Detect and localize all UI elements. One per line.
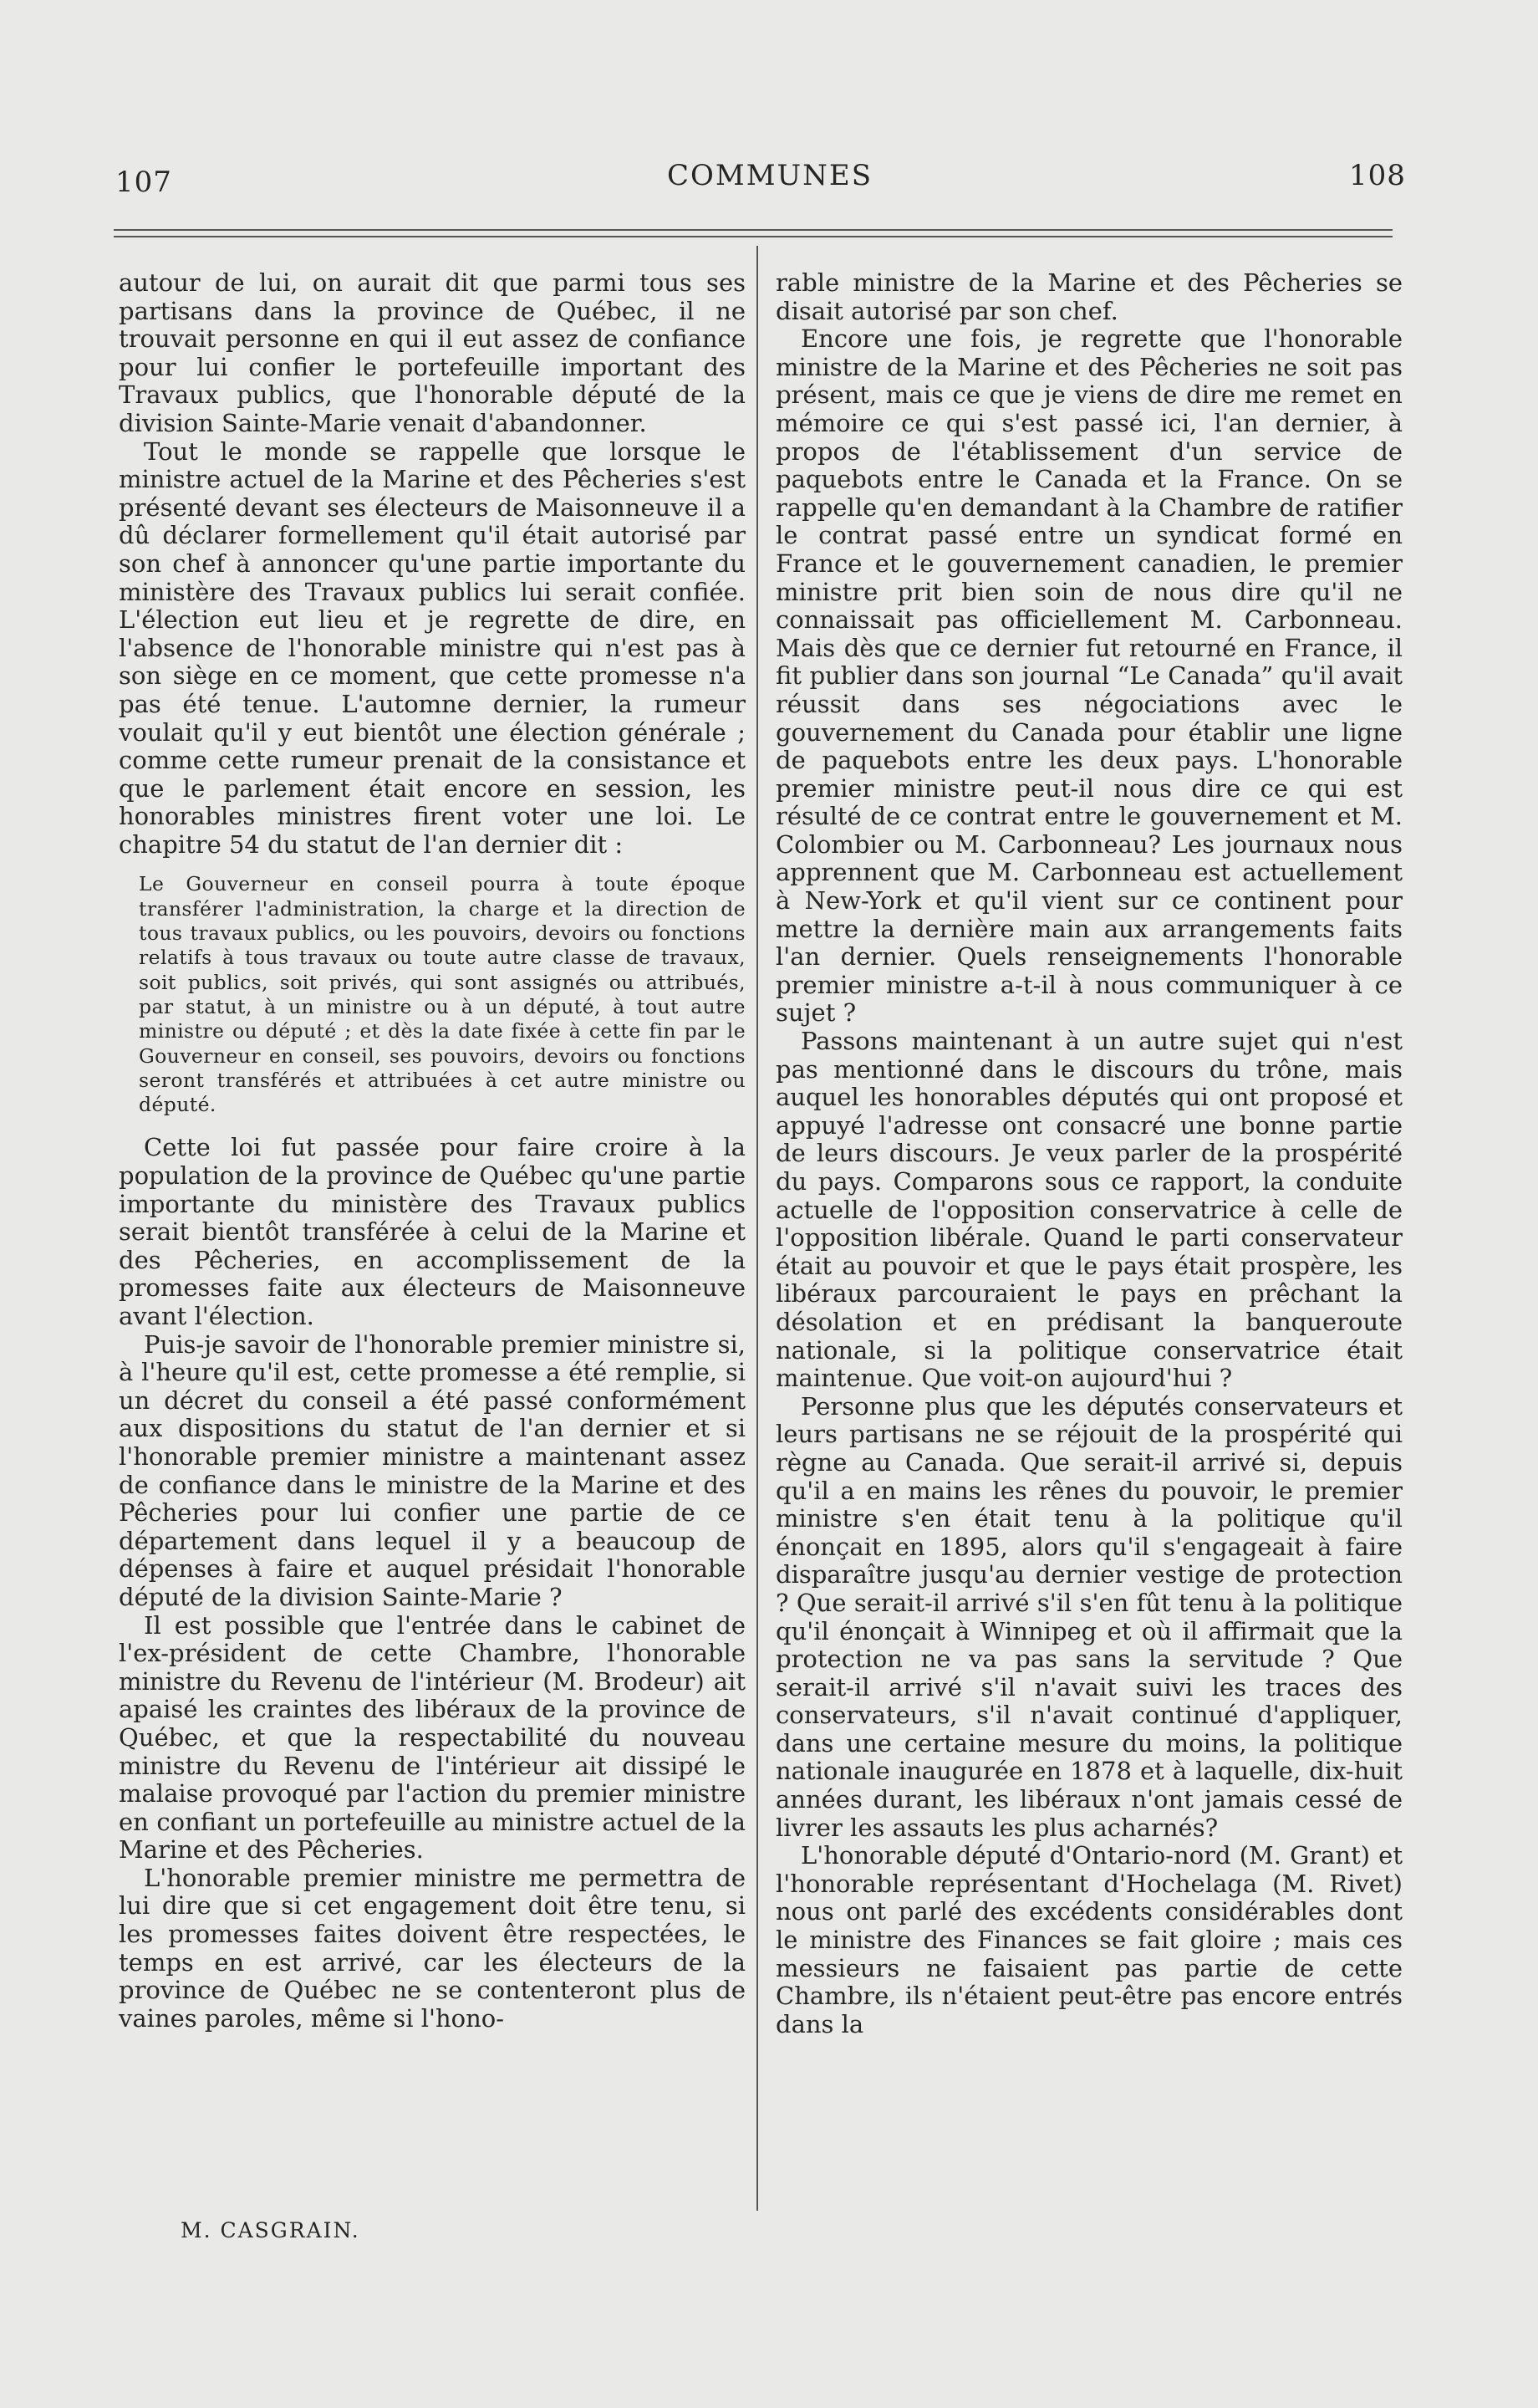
paragraph: autour de lui, on aurait dit que parmi tous ses partisans dans la province de Québec, il ne trouvait personne en qui il eut assez de confiance pour lui confier le portefeuille important des Travaux publics, que l'honorable député de la division Sainte-Marie venait d'abandonner. — [119, 268, 746, 437]
speaker-name: M. CASGRAIN. — [181, 2218, 360, 2242]
paragraph: Personne plus que les députés conservateurs et leurs partisans ne se réjouit de la prospérité qui règne au Canada. Que serait-il arrivé si, depuis qu'il a en mains les rênes du pouvoir, le premier ministre s'en était tenu à la politique qu'il énonçait en 1895, alors qu'il s'engageait à faire disparaître jusqu'au dernier vestige de protection ? Que serait-il arrivé s'il s'en fût tenu à la politique qu'il énonçait à Winnipeg et où il affirmait que la protection ne va pas sans la servitude ? Que serait-il arrivé s'il n'avait suivi les traces des conservateurs, s'il n'avait continué d'appliquer, dans une certaine mesure du moins, la politique nationale inaugurée en 1878 et à laquelle, dix-huit années durant, les libéraux n'ont jamais cessé de livrer les assauts les plus acharnés? — [776, 1391, 1403, 1842]
statute-quote: Le Gouverneur en conseil pourra à toute époque transférer l'administration, la charge et la direction de tous travaux publics, ou les pouvoirs, devoirs ou fonctions relatifs à tous travaux ou toute autre classe de travaux, soit publics, soit privés, qui sont assignés ou attribués, par statut, à un ministre ou à un député, à tout autre ministre ou député ; et dès la date fixée à cette fin par le Gouverneur en conseil, ses pouvoirs, devoirs ou fonctions seront transférés et attribuées à cet autre ministre ou député. — [139, 872, 746, 1117]
header-rule-bottom — [114, 236, 1393, 237]
paragraph: Passons maintenant à un autre sujet qui n'est pas mentionné dans le discours du trône, mais auquel les honorables députés qui ont proposé et appuyé l'adresse ont consacré une bonne partie de leurs discours. Je veux parler de la prospérité du pays. Comparons sous ce rapport, la conduite actuelle de l'opposition conservatrice à celle de l'opposition libérale. Quand le parti conservateur était au pouvoir et que le pays était prospère, les libéraux parcouraient le pays en prêchant la désolation et en prédisant la banqueroute nationale, si la politique conservatrice était maintenue. Que voit-on aujourd'hui ? — [776, 1027, 1403, 1393]
paragraph: rable ministre de la Marine et des Pêcheries se disait autorisé par son chef. — [776, 268, 1403, 325]
paragraph: Puis-je savoir de l'honorable premier ministre si, à l'heure qu'il est, cette promesse a été remplie, si un décret du conseil a été passé conformément aux dispositions du statut de l'an dernier et si l'honorable premier ministre a maintenant assez de confiance dans le ministre de la Marine et des Pêcheries pour lui confier une partie de ce département dans lequel il y a beaucoup de dépenses à faire et auquel présidait l'honorable député de la division Sainte-Marie ? — [119, 1329, 746, 1611]
column-divider — [756, 246, 758, 2211]
paragraph: Cette loi fut passée pour faire croire à la population de la province de Québec qu'une partie importante du ministère des Travaux publics serait bientôt transférée à celui de la Marine et des Pêcheries, en accomplissement de la promesses faite aux électeurs de Maisonneuve avant l'élection. — [119, 1133, 746, 1330]
header-rule-top — [114, 229, 1393, 231]
paragraph: Il est possible que l'entrée dans le cabinet de l'ex-président de cette Chambre, l'honorable ministre du Revenu de l'intérieur (M. Brodeur) ait apaisé les craintes des libéraux de la province de Québec, et que la respectabilité du nouveau ministre du Revenu de l'intérieur ait dissipé le malaise provoqué par l'action du premier ministre en confiant un portefeuille au ministre actuel de la Marine et des Pêcheries. — [119, 1610, 746, 1865]
page-number-left: 107 — [115, 166, 172, 199]
paragraph: L'honorable premier ministre me permettra de lui dire que si cet engagement doit être tenu, si les promesses faites doivent être respectées, le temps en est arrivé, car les électeurs de la province de Québec ne se contenteront plus de vaines paroles, même si l'hono- — [119, 1863, 746, 2033]
page-number-right: 108 — [1349, 159, 1406, 192]
running-title: COMMUNES — [667, 159, 873, 192]
left-column — [119, 269, 746, 2033]
paragraph: L'honorable député d'Ontario-nord (M. Grant) et l'honorable représentant d'Hochelaga (M. Rivet) nous ont parlé des excédents considérables dont le ministre des Finances se fait gloire ; mais ces messieurs ne faisaient pas partie de cette Chambre, ils n'étaient peut-être pas encore entrés dans la — [776, 1841, 1403, 2038]
paragraph: Tout le monde se rappelle que lorsque le ministre actuel de la Marine et des Pêcheries s'est présenté devant ses électeurs de Maisonneuve il a dû déclarer formellement qu'il était autorisé par son chef à annoncer qu'une partie importante du ministère des Travaux publics lui serait confiée. L'élection eut lieu et je regrette de dire, en l'absence de l'honorable ministre qui n'est pas à son siège en ce moment, que cette promesse n'a pas été tenue. L'automne dernier, la rumeur voulait qu'il y eut bientôt une élection générale ; comme cette rumeur prenait de la consistance et que le parlement était encore en session, les honorables ministres firent voter une loi. Le chapitre 54 du statut de l'an dernier dit : — [119, 436, 746, 859]
paragraph: Encore une fois, je regrette que l'honorable ministre de la Marine et des Pêcheries ne soit pas présent, mais ce que je viens de dire me remet en mémoire ce qui s'est passé ici, l'an dernier, à propos de l'établissement d'un service de paquebots entre le Canada et la France. On se rappelle qu'en demandant à la Chambre de ratifier le contrat passé entre un syndicat formé en France et le gouvernement canadien, le premier ministre prit bien soin de nous dire qu'il ne connaissait pas officiellement M. Carbonneau. Mais dès que ce dernier fut retourné en France, il fit publier dans son journal “Le Canada” qu'il avait réussit dans ses négociations avec le gouvernement du Canada pour établir une ligne de paquebots entre les deux pays. L'honorable premier ministre peut-il nous dire ce qui est résulté de ce contrat entre le gouvernement et M. Colombier ou M. Carbonneau? Les journaux nous apprennent que M. Carbonneau est actuellement à New-York et qu'il vient sur ce continent pour mettre la dernière main aux arrangements faits l'an dernier. Quels renseignements l'honorable premier ministre a-t-il à nous communiquer à ce sujet ? — [776, 324, 1403, 1028]
right-column — [776, 269, 1403, 2038]
